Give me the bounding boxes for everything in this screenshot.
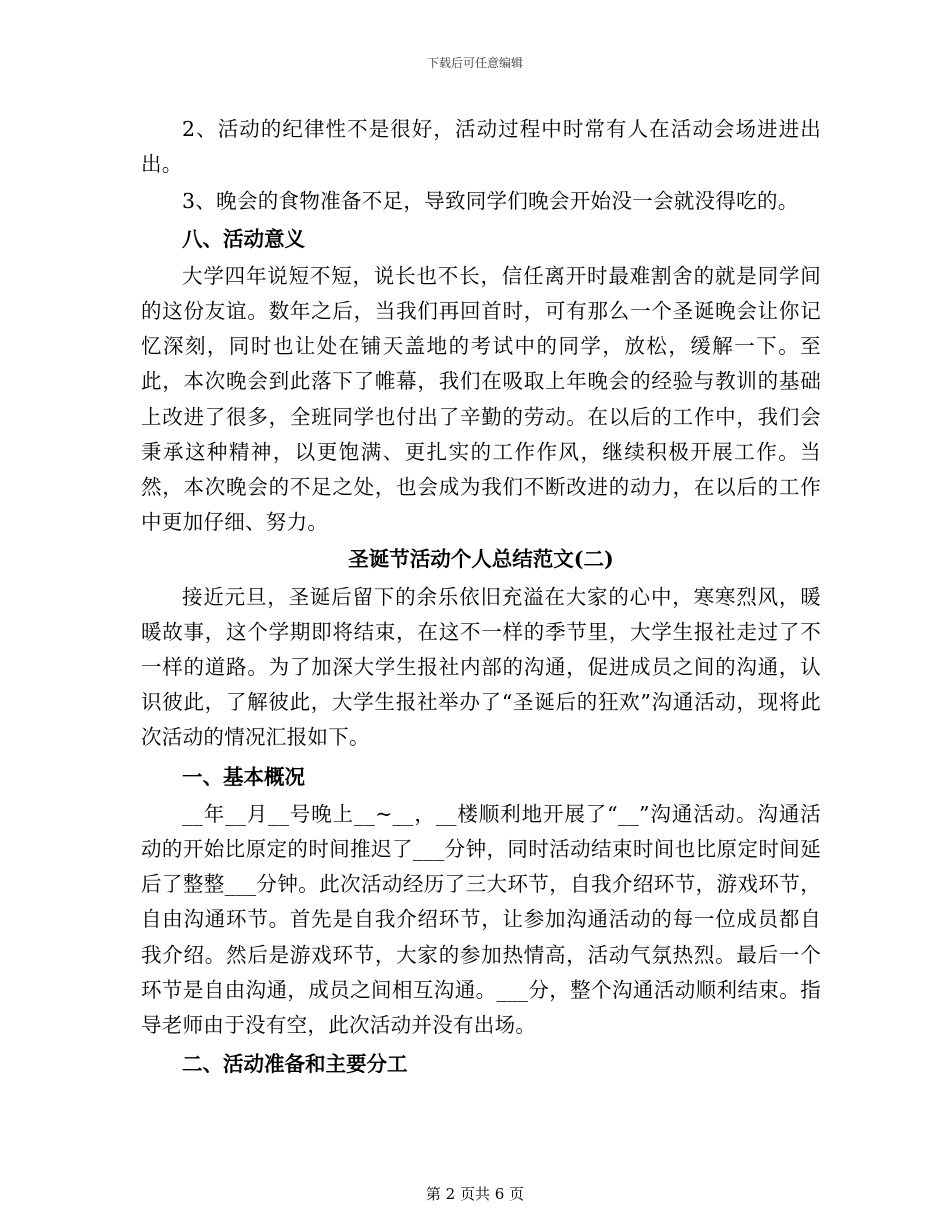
section-heading-2: 二、活动准备和主要分工	[182, 1052, 408, 1077]
page-footer: 第 2 页共 6 页	[425, 1185, 525, 1203]
document-body	[141, 112, 821, 1082]
paragraph-significance: 大学四年说短不短，说长也不长，信任离开时最难割舍的就是同学间的这份友谊。数年之后，当我们再回首时，可有那么一个圣诞晚会让你记忆深刻，同时也让处在铺天盖地的考试中的同学，放松，缓解一下。至此，本次晚会到此落下了帷幕，我们在吸取上年晚会的经验与教训的基础上改进了很多，全班同学也付出了辛勤的劳动。在以后的工作中，我们会秉承这种精神，以更饱满、更扎实的工作作风，继续积极开展工作。当然，本次晚会的不足之处，也会成为我们不断改进的动力，在以后的工作中更加仔细、努力。	[141, 263, 821, 535]
paragraph-item-3: 3、晚会的食物准备不足，导致同学们晚会开始没一会就没得吃的。	[182, 189, 799, 214]
document-subtitle: 圣诞节活动个人总结范文(二)	[348, 547, 614, 572]
paragraph-item-2: 2、活动的纪律性不是很好，活动过程中时常有人在活动会场进进出出。	[141, 117, 821, 177]
paragraph-intro: 接近元旦，圣诞后留下的余乐依旧充溢在大家的心中，寒寒烈风，暖暖故事，这个学期即将结束，在这不一样的季节里，大学生报社走过了不一样的道路。为了加深大学生报社内部的沟通，促进成员之间的沟通，认识彼此，了解彼此，大学生报社举办了“圣诞后的狂欢”沟通活动，现将此次活动的情况汇报如下。	[141, 584, 821, 750]
section-heading-1: 一、基本概况	[182, 764, 305, 789]
paragraph-overview: __年__月__号晚上__~__，__楼顺利地开展了“__”沟通活动。沟通活动的开始比原定的时间推迟了___分钟，同时活动结束时间也比原定时间延后了整整___分钟。此次活动经历了三大环节，自我介绍环节，游戏环节，自由沟通环节。首先是自我介绍环节，让参加沟通活动的每一位成员都自我介绍。然后是游戏环节，大家的参加热情高，活动气氛热烈。最后一个环节是自由沟通，成员之间相互沟通。___分，整个沟通活动顺利结束。指导老师由于没有空，此次活动并没有出场。	[141, 801, 821, 1038]
section-heading-8: 八、活动意义	[182, 226, 305, 251]
page-header: 下载后可任意编辑	[426, 56, 523, 70]
